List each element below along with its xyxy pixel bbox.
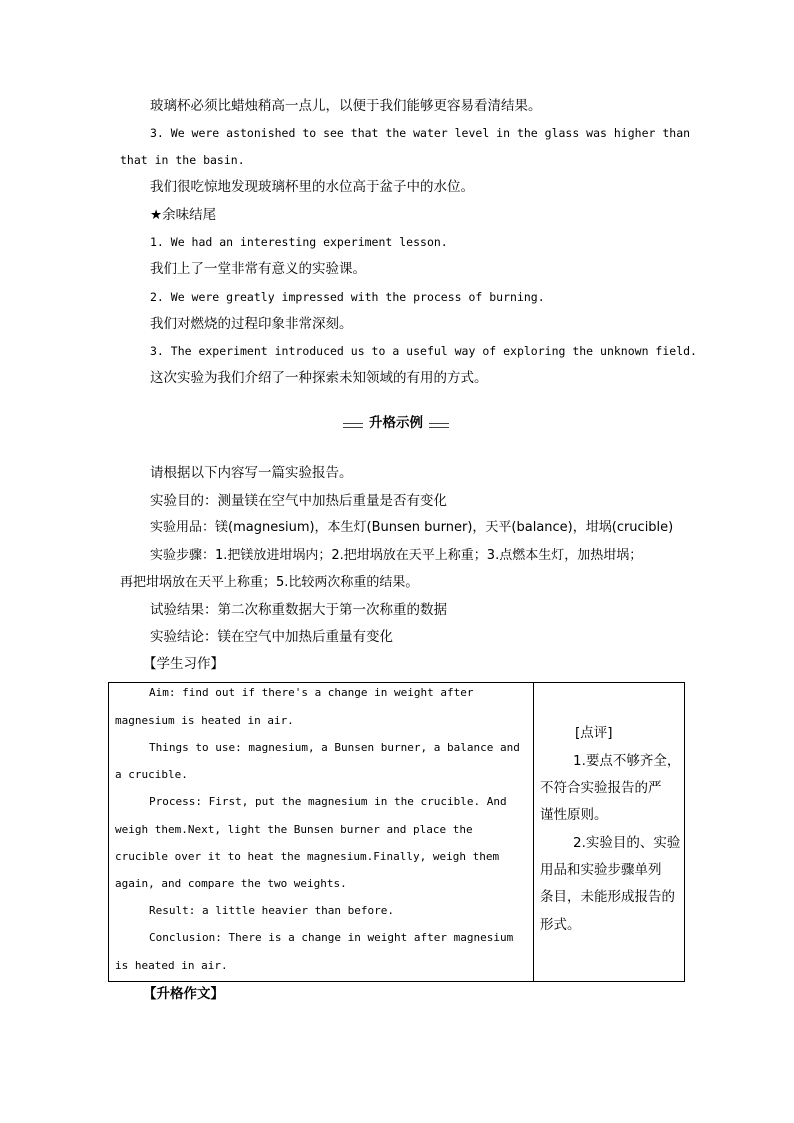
line-7: 2. We were greatly impressed with the process of burning.	[150, 290, 545, 304]
essay-line: is heated in air.	[115, 959, 228, 972]
section-title	[343, 414, 449, 432]
comment-line: 形式。	[540, 917, 581, 933]
line-10: 这次实验为我们介绍了一种探索未知领域的有用的方式。	[150, 370, 488, 386]
task-result: 试验结果：第二次称重数据大于第一次称重的数据	[150, 602, 447, 618]
line-3: 我们很吃惊地发现玻璃杯里的水位高于盆子中的水位。	[150, 179, 474, 195]
essay-line: magnesium is heated in air.	[115, 714, 294, 727]
essay-line: again, and compare the two weights.	[115, 877, 347, 890]
essay-table	[108, 682, 685, 982]
line-4-heading: ★余味结尾	[150, 207, 217, 223]
upgraded-heading: 【升格作文】	[143, 986, 224, 1002]
section-title-text: 升格示例	[366, 415, 426, 431]
comment-line: 条目，未能形成报告的	[540, 889, 675, 905]
comment-line: 1.要点不够齐全，	[573, 753, 681, 769]
essay-line: Conclusion: There is a change in weight after magnesium	[149, 931, 514, 944]
comment-heading: [点评]	[575, 725, 613, 741]
table-divider	[533, 683, 534, 981]
essay-line: Aim: find out if there's a change in weight after	[149, 686, 474, 699]
comment-line: 2.实验目的、实验	[573, 835, 681, 851]
line-1: 玻璃杯必须比蜡烛稍高一点儿，以便于我们能够更容易看清结果。	[150, 98, 542, 114]
student-heading: 【学生习作】	[143, 656, 224, 672]
essay-line: a crucible.	[115, 768, 188, 781]
comment-line: 不符合实验报告的严	[540, 780, 662, 796]
title-decor-left	[343, 423, 363, 428]
comment-line: 谨性原则。	[540, 807, 608, 823]
line-5: 1. We had an interesting experiment lesson.	[150, 235, 448, 249]
task-aim: 实验目的：测量镁在空气中加热后重量是否有变化	[150, 493, 447, 509]
line-2a: 3. We were astonished to see that the water level in the glass was higher than	[150, 126, 691, 140]
essay-line: Things to use: magnesium, a Bunsen burner, a balance and	[149, 741, 520, 754]
line-8: 我们对燃烧的过程印象非常深刻。	[150, 316, 353, 332]
task-things: 实验用品：镁(magnesium)，本生灯(Bunsen burner)，天平(balance)，坩埚(crucible)	[150, 520, 674, 535]
task-intro: 请根据以下内容写一篇实验报告。	[150, 465, 353, 481]
essay-line: Result: a little heavier than before.	[149, 904, 395, 917]
task-conclusion: 实验结论：镁在空气中加热后重量有变化	[150, 629, 393, 645]
comment-line: 用品和实验步骤单列	[540, 862, 662, 878]
line-6: 我们上了一堂非常有意义的实验课。	[150, 261, 366, 277]
line-2b: that in the basin.	[120, 153, 245, 167]
task-steps-1: 实验步骤：1.把镁放进坩埚内；2.把坩埚放在天平上称重；3.点燃本生灯，加热坩埚；	[150, 548, 643, 563]
essay-line: crucible over it to heat the magnesium.Finally, weigh them	[115, 850, 500, 863]
line-9: 3. The experiment introduced us to a useful way of exploring the unknown field.	[150, 344, 697, 358]
essay-line: weigh them.Next, light the Bunsen burner and place the	[115, 823, 473, 836]
task-steps-2: 再把坩埚放在天平上称重；5.比较两次称重的结果。	[120, 575, 419, 590]
title-decor-right	[429, 423, 449, 428]
essay-line: Process: First, put the magnesium in the crucible. And	[149, 795, 507, 808]
